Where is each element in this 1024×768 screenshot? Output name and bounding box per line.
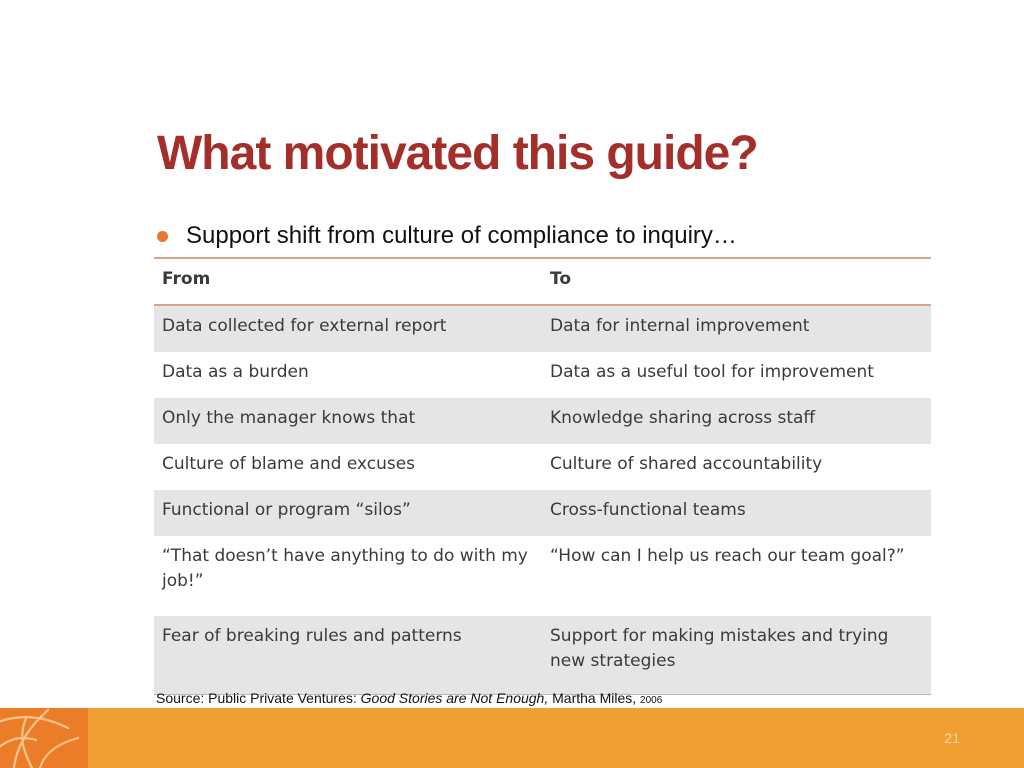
table-cell-from: Functional or program “silos” — [162, 500, 411, 520]
table-cell-to: Data as a useful tool for improvement — [550, 362, 874, 382]
table-header-row — [154, 259, 931, 306]
bullet-dot-icon — [157, 231, 168, 242]
source-prefix: Source: Public Private Ventures: — [156, 690, 361, 706]
source-author: Martha Miles, — [548, 690, 641, 706]
table-cell-from: Data collected for external report — [162, 316, 447, 336]
table-row — [154, 398, 931, 444]
table-header-from: From — [162, 269, 211, 289]
table-cell-from: Only the manager knows that — [162, 408, 416, 428]
table-row — [154, 352, 931, 398]
table-cell-to: “How can I help us reach our team goal?” — [550, 546, 905, 566]
slide-title: What motivated this guide? — [157, 127, 758, 180]
comparison-table — [154, 257, 931, 695]
table-row — [154, 444, 931, 490]
source-citation — [156, 690, 662, 706]
bullet-text: Support shift from culture of compliance to inquiry… — [186, 222, 737, 249]
table-row — [154, 616, 931, 695]
source-year: 2006 — [640, 695, 663, 706]
table-row — [154, 536, 931, 616]
table-cell-to: Knowledge sharing across staff — [550, 408, 816, 428]
table-cell-from: Fear of breaking rules and patterns — [162, 626, 462, 646]
table-cell-from: Data as a burden — [162, 362, 309, 382]
table-row — [154, 490, 931, 536]
table-cell-to: Culture of shared accountability — [550, 454, 823, 474]
bullet-item — [157, 222, 737, 250]
table-header-to: To — [550, 269, 572, 289]
table-cell-to: Data for internal improvement — [550, 316, 810, 336]
page-number: 21 — [944, 730, 960, 746]
table-row — [154, 306, 931, 352]
table-cell-to: Cross-functional teams — [550, 500, 746, 520]
source-work-title: Good Stories are Not Enough, — [360, 690, 549, 706]
footer-bar — [0, 708, 1024, 768]
swirl-logo-icon — [0, 708, 88, 768]
table-cell-to: Support for making mistakes and trying new strategies — [550, 626, 889, 671]
table-cell-from: Culture of blame and excuses — [162, 454, 416, 474]
table-cell-from: “That doesn’t have anything to do with my job!” — [162, 546, 528, 591]
